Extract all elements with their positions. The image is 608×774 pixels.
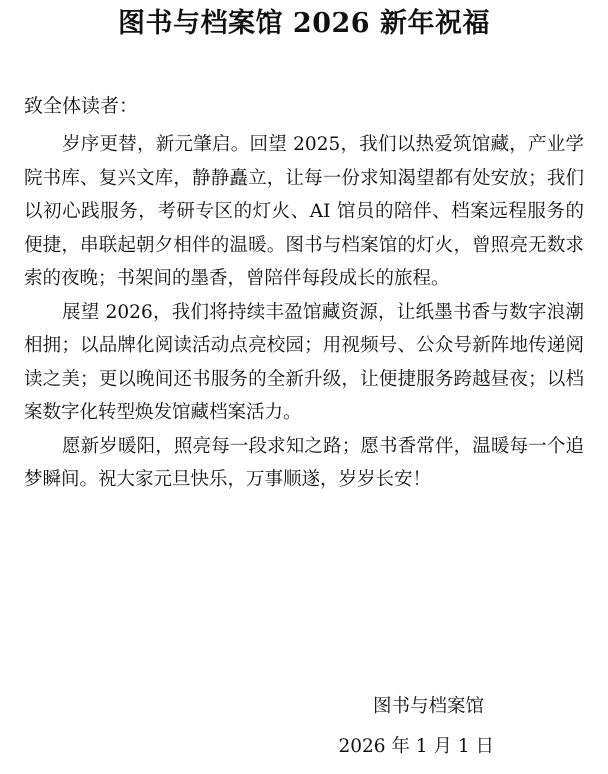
- signature-date: 2026 年 1 月 1 日: [338, 736, 494, 757]
- document-title: 图书与档案馆 2026 新年祝福: [118, 8, 490, 39]
- paragraph-wishes: 愿新岁暖阳，照亮每一段求知之路；愿书香常伴，温暖每一个追梦瞬间。祝大家元旦快乐，万事顺遂，岁岁长安！: [24, 435, 584, 490]
- salutation: 致全体读者：: [24, 95, 139, 117]
- paragraph-outlook: 展望 2026，我们将持续丰盈馆藏资源，让纸墨书香与数字浪潮相拥；以品牌化阅读活动点亮校园；用视频号、公众号新阵地传递阅读之美；更以晚间还书服务的全新升级，让便捷服务跨越昼夜；以档案数字化转型焕发馆藏档案活力。: [24, 301, 584, 423]
- letter-body: [24, 128, 584, 497]
- signature: 图书与档案馆: [372, 696, 484, 717]
- paragraph-review: 岁序更替，新元肇启。回望 2025，我们以热爱筑馆藏，产业学院书库、复兴文库，静静矗立，让每一份求知渴望都有处安放；我们以初心践服务，考研专区的灯火、AI 馆员的陪伴、档案远程服务的便捷，串联起朝夕相伴的温暖。图书与档案馆的灯火，曾照亮无数求索的夜晚；书架间的墨香，曾陪伴每段成长的旅程。: [24, 134, 584, 289]
